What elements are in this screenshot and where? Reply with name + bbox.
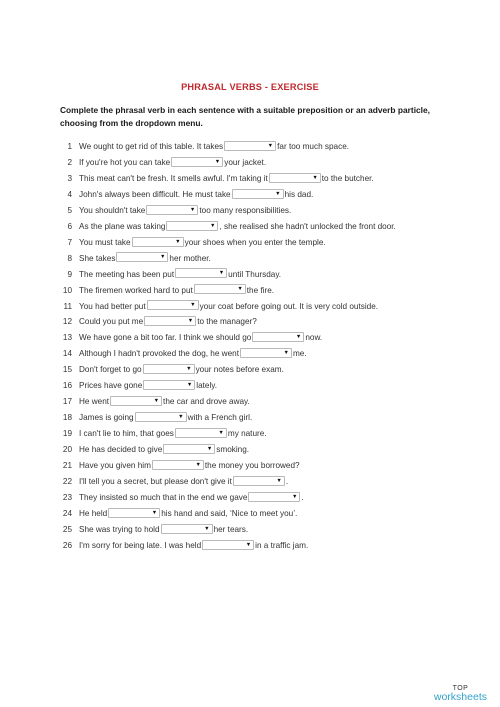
- chevron-down-icon: ▼: [206, 445, 213, 452]
- exercise-sentence: [79, 523, 248, 537]
- sentence-after: your shoes when you enter the temple.: [184, 237, 326, 247]
- chevron-down-icon: ▼: [151, 509, 158, 516]
- chevron-down-icon: ▼: [187, 318, 194, 325]
- exercise-number: 3: [67, 173, 72, 183]
- exercise-sentence: [79, 507, 297, 521]
- answer-dropdown[interactable]: [143, 364, 195, 374]
- chevron-down-icon: ▼: [245, 541, 252, 548]
- exercise-number: 6: [67, 221, 72, 231]
- sentence-after: my nature.: [227, 429, 267, 439]
- exercise-sentence: [79, 411, 252, 425]
- answer-dropdown[interactable]: [202, 540, 254, 550]
- answer-dropdown[interactable]: [224, 141, 276, 151]
- exercise-row: [0, 475, 500, 489]
- sentence-before: He went: [79, 397, 110, 407]
- sentence-before: As the plane was taking: [79, 221, 166, 231]
- exercise-row: [0, 507, 500, 521]
- sentence-after: the fire.: [246, 285, 275, 295]
- exercise-sentence: [79, 188, 313, 202]
- exercise-number: 16: [62, 381, 72, 391]
- exercise-row: [0, 363, 500, 377]
- exercise-row: [0, 156, 500, 170]
- chevron-down-icon: ▼: [218, 270, 225, 277]
- sentence-before: You had better put: [79, 301, 146, 311]
- exercise-number: 7: [67, 237, 72, 247]
- exercise-sentence: [79, 347, 307, 361]
- instructions: Complete the phrasal verb in each sentence with a suitable preposition or an adverb particle, choosing from the dropdown menu.: [60, 105, 430, 128]
- exercise-row: [0, 315, 500, 329]
- exercise-sentence: [79, 300, 378, 314]
- sentence-before: He held: [79, 508, 108, 518]
- exercise-sentence: [79, 363, 284, 377]
- answer-dropdown[interactable]: [110, 396, 162, 406]
- exercise-sentence: [79, 395, 250, 409]
- answer-dropdown[interactable]: [144, 316, 196, 326]
- exercise-row: [0, 459, 500, 473]
- sentence-before: I can't lie to him, that goes: [79, 429, 174, 439]
- exercise-sentence: [79, 236, 326, 250]
- sentence-before: We have gone a bit too far. I think we should go: [79, 333, 252, 343]
- chevron-down-icon: ▼: [312, 174, 318, 181]
- sentence-before: They insisted so much that in the end we gave: [79, 492, 248, 502]
- exercise-row: [0, 268, 500, 282]
- exercise-sentence: [79, 427, 267, 441]
- answer-dropdown[interactable]: [269, 173, 321, 183]
- exercise-sentence: [79, 204, 291, 218]
- chevron-down-icon: ▼: [267, 142, 274, 149]
- exercise-sentence: [79, 268, 281, 282]
- answer-dropdown[interactable]: [146, 205, 198, 215]
- sentence-after: .: [285, 476, 289, 486]
- exercise-row: [0, 539, 500, 553]
- sentence-after: smoking.: [216, 445, 250, 455]
- exercise-number: 12: [62, 317, 72, 327]
- sentence-before: Although I hadn't provoked the dog, he went: [79, 349, 239, 359]
- exercise-sentence: [79, 220, 396, 234]
- exercise-row: [0, 347, 500, 361]
- exercise-row: [0, 204, 500, 218]
- exercise-sentence: [79, 491, 304, 505]
- answer-dropdown[interactable]: [143, 380, 195, 390]
- sentence-before: Have you given him: [79, 461, 151, 470]
- chevron-down-icon: ▼: [186, 366, 192, 373]
- exercise-row: [0, 140, 500, 154]
- exercise-row: [0, 523, 500, 537]
- answer-dropdown[interactable]: [233, 476, 285, 486]
- answer-dropdown[interactable]: [248, 492, 300, 502]
- chevron-down-icon: ▼: [195, 461, 201, 468]
- logo-bottom-text: worksheets: [433, 690, 487, 703]
- sentence-after: your notes before exam.: [195, 365, 284, 375]
- sentence-after: your coat before going out. It is very cold outside.: [199, 301, 379, 311]
- exercise-row: [0, 300, 500, 314]
- sentence-after: the money you borrowed?: [204, 461, 300, 470]
- logo-top-text: TOP: [452, 684, 469, 692]
- exercise-row: [0, 395, 500, 409]
- answer-dropdown[interactable]: [108, 508, 160, 518]
- exercise-number: 11: [63, 301, 72, 311]
- exercise-sentence: [79, 156, 266, 170]
- exercise-number: 24: [62, 508, 72, 518]
- chevron-down-icon: ▼: [175, 238, 181, 245]
- answer-dropdown[interactable]: [163, 444, 215, 454]
- exercise-number: 26: [62, 540, 72, 550]
- sentence-before: She takes: [79, 253, 116, 263]
- answer-dropdown[interactable]: [175, 428, 227, 438]
- answer-dropdown[interactable]: [194, 284, 246, 294]
- exercise-number: 19: [62, 429, 72, 439]
- sentence-after: the car and drove away.: [163, 397, 250, 407]
- sentence-after: lately.: [196, 381, 218, 391]
- exercise-number: 13: [62, 333, 72, 343]
- sentence-after: to the butcher.: [321, 173, 374, 183]
- chevron-down-icon: ▼: [204, 525, 210, 532]
- exercise-row: [0, 331, 500, 345]
- sentence-after: to the manager?: [197, 317, 257, 327]
- sentence-after: with a French girl.: [187, 413, 253, 423]
- exercise-sentence: [79, 443, 249, 457]
- topworksheets-logo: [434, 685, 487, 703]
- sentence-before: Could you put me: [79, 317, 144, 327]
- sentence-before: If you're hot you can take: [79, 157, 171, 167]
- sentence-after: her mother.: [169, 253, 211, 263]
- sentence-before: This meat can't be fresh. It smells awful. I'm taking it: [79, 173, 268, 183]
- exercise-sentence: [79, 284, 274, 298]
- exercise-number: 22: [62, 476, 72, 486]
- chevron-down-icon: ▼: [283, 350, 289, 357]
- exercise-number: 15: [62, 365, 72, 375]
- sentence-after: , she realised she hadn't unlocked the front door.: [219, 221, 396, 231]
- answer-dropdown[interactable]: [240, 348, 292, 358]
- sentence-after: now.: [305, 333, 323, 343]
- exercise-sentence: [79, 459, 300, 473]
- answer-dropdown[interactable]: [232, 189, 284, 199]
- exercise-row: [0, 188, 500, 202]
- answer-dropdown[interactable]: [161, 524, 213, 534]
- sentence-after: far too much space.: [277, 142, 350, 151]
- sentence-after: too many responsibilities.: [199, 205, 292, 215]
- exercise-row: [0, 236, 500, 250]
- exercise-number: 25: [62, 524, 72, 534]
- chevron-down-icon: ▼: [237, 286, 243, 293]
- chevron-down-icon: ▼: [295, 334, 302, 341]
- exercise-row: [0, 443, 500, 457]
- answer-dropdown[interactable]: [152, 460, 204, 470]
- exercise-number: 5: [67, 205, 72, 215]
- exercise-row: [0, 252, 500, 266]
- sentence-after: her tears.: [213, 524, 249, 534]
- sentence-before: She was trying to hold: [79, 524, 160, 534]
- exercise-number: 18: [62, 413, 72, 423]
- answer-dropdown[interactable]: [175, 268, 227, 278]
- sentence-before: James is going: [79, 413, 134, 423]
- exercise-number: 23: [62, 492, 72, 502]
- exercise-sentence: [79, 315, 257, 329]
- exercise-sentence: [79, 140, 349, 154]
- answer-dropdown[interactable]: [147, 300, 199, 310]
- sentence-before: Prices have gone: [79, 381, 143, 391]
- exercise-row: [0, 491, 500, 505]
- exercise-row: [0, 220, 500, 234]
- exercise-number: 14: [62, 349, 72, 359]
- sentence-after: until Thursday.: [228, 269, 282, 279]
- exercise-row: [0, 411, 500, 425]
- exercise-sentence: [79, 379, 217, 393]
- chevron-down-icon: ▼: [275, 190, 281, 197]
- exercise-row: [0, 427, 500, 441]
- exercise-sentence: [79, 331, 322, 345]
- sentence-after: .: [301, 492, 304, 502]
- sentence-before: I'll tell you a secret, but please don't give it: [79, 476, 232, 486]
- sentence-before: You shouldn't take: [79, 205, 146, 215]
- chevron-down-icon: ▼: [178, 413, 184, 420]
- sentence-before: The meeting has been put: [79, 269, 175, 279]
- sentence-after: your jacket.: [224, 157, 267, 167]
- exercise-number: 20: [62, 445, 72, 455]
- page-title: PHRASAL VERBS - EXERCISE: [181, 82, 319, 92]
- sentence-after: his dad.: [284, 189, 314, 199]
- sentence-before: He has decided to give: [79, 445, 163, 455]
- chevron-down-icon: ▼: [153, 398, 160, 405]
- sentence-before: John's always been difficult. He must take: [79, 189, 231, 199]
- sentence-before: I'm sorry for being late. I was held: [79, 540, 202, 550]
- answer-dropdown[interactable]: [171, 157, 223, 167]
- sentence-before: The firemen worked hard to put: [79, 285, 193, 295]
- exercise-number: 10: [62, 285, 72, 295]
- chevron-down-icon: ▼: [190, 302, 196, 309]
- exercise-number: 17: [62, 397, 72, 407]
- chevron-down-icon: ▼: [214, 158, 221, 165]
- sentence-before: You must take: [79, 237, 131, 247]
- exercise-sentence: [79, 539, 308, 553]
- exercise-number: 4: [67, 189, 72, 199]
- exercise-row: [0, 172, 500, 186]
- chevron-down-icon: ▼: [276, 477, 282, 484]
- chevron-down-icon: ▼: [159, 254, 166, 261]
- exercise-number: 1: [67, 142, 72, 151]
- chevron-down-icon: ▼: [189, 206, 196, 213]
- answer-dropdown[interactable]: [166, 221, 218, 231]
- exercise-number: 9: [67, 269, 72, 279]
- sentence-after: in a traffic jam.: [255, 540, 309, 550]
- chevron-down-icon: ▼: [186, 382, 193, 389]
- exercise-sentence: [79, 475, 288, 489]
- chevron-down-icon: ▼: [210, 222, 216, 229]
- exercise-sentence: [79, 172, 374, 186]
- exercise-number: 21: [62, 461, 72, 470]
- exercise-number: 2: [67, 157, 72, 167]
- sentence-after: his hand and said, ‘Nice to meet you’.: [161, 508, 298, 518]
- answer-dropdown[interactable]: [132, 237, 184, 247]
- answer-dropdown[interactable]: [135, 412, 187, 422]
- chevron-down-icon: ▼: [218, 429, 224, 436]
- answer-dropdown[interactable]: [116, 252, 168, 262]
- exercise-row: [0, 284, 500, 298]
- exercise-row: [0, 379, 500, 393]
- sentence-after: me.: [292, 349, 307, 359]
- exercise-number: 8: [67, 253, 72, 263]
- exercise-sentence: [79, 252, 211, 266]
- sentence-before: Don't forget to go: [79, 365, 142, 375]
- sentence-before: We ought to get rid of this table. It takes: [79, 142, 224, 151]
- answer-dropdown[interactable]: [252, 332, 304, 342]
- chevron-down-icon: ▼: [291, 493, 298, 500]
